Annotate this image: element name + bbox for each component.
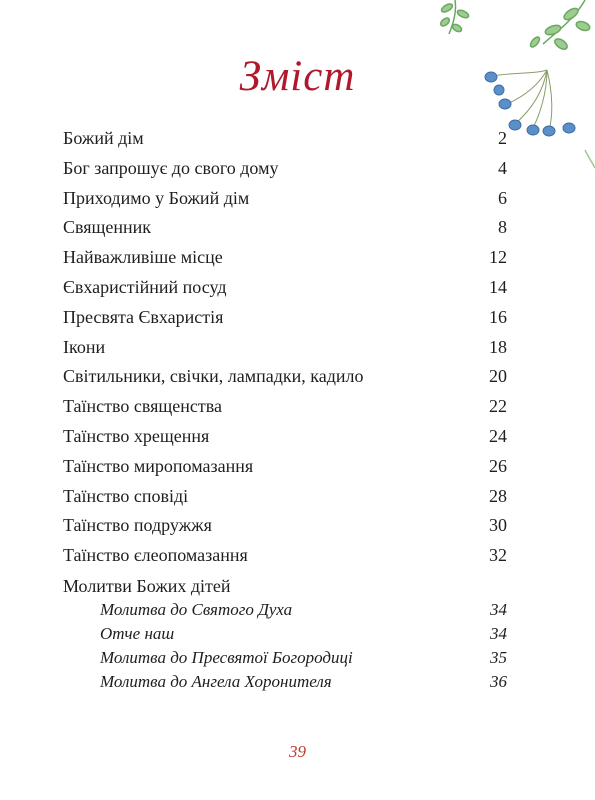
toc-entry-title: Ікони bbox=[63, 336, 106, 357]
page-title: Зміст bbox=[239, 53, 356, 100]
toc-entry-title: Таїнство єлеопомазання bbox=[63, 545, 248, 566]
toc-entry[interactable] bbox=[63, 188, 507, 218]
toc-entry-page: 16 bbox=[489, 306, 507, 327]
toc-entry-title: Божий дім bbox=[63, 128, 144, 148]
toc-entry[interactable] bbox=[63, 128, 507, 158]
table-of-contents bbox=[63, 128, 507, 696]
toc-subentry-page: 36 bbox=[490, 671, 507, 691]
toc-subentry[interactable] bbox=[63, 624, 507, 648]
toc-subentry-title: Молитва до Пресвятої Богородиці bbox=[100, 647, 353, 667]
toc-entry[interactable] bbox=[63, 277, 507, 307]
toc-entry-title: Бог запрошує до свого дому bbox=[63, 157, 279, 178]
stem-curve bbox=[585, 150, 595, 168]
toc-entry[interactable] bbox=[63, 158, 507, 188]
toc-entry-title: Таїнство подружжя bbox=[63, 515, 212, 536]
toc-entry-page: 8 bbox=[498, 217, 507, 238]
toc-entry-page: 28 bbox=[489, 485, 507, 506]
toc-entry-page: 26 bbox=[489, 455, 507, 476]
toc-entry[interactable] bbox=[63, 307, 507, 337]
toc-entry-page: 24 bbox=[489, 425, 507, 446]
toc-subentry-title: Молитва до Святого Духа bbox=[100, 599, 293, 619]
toc-subentry-page: 34 bbox=[490, 623, 507, 643]
toc-entry-title: Таїнство миропомазання bbox=[63, 455, 254, 476]
leaf-sprig-left bbox=[439, 0, 469, 34]
toc-entry-title: Найважливіше місце bbox=[63, 247, 223, 268]
toc-entry[interactable] bbox=[63, 456, 507, 486]
toc-entry-title: Євхаристійний посуд bbox=[63, 276, 227, 297]
toc-entry-page: 6 bbox=[498, 187, 507, 208]
toc-subentry-page: 34 bbox=[490, 599, 507, 619]
toc-group-title: Молитви Божих дітей bbox=[63, 575, 231, 596]
toc-entry[interactable] bbox=[63, 396, 507, 426]
toc-entry-page: 18 bbox=[489, 336, 507, 357]
toc-subentry-title: Молитва до Ангела Хоронителя bbox=[100, 671, 332, 691]
toc-subentry[interactable] bbox=[63, 600, 507, 624]
toc-entry-title: Таїнство священства bbox=[63, 396, 223, 417]
toc-entry[interactable] bbox=[63, 515, 507, 545]
toc-entry-page: 32 bbox=[489, 545, 507, 566]
page-number: 39 bbox=[289, 742, 306, 761]
toc-entry-title: Пресвята Євхаристія bbox=[63, 306, 224, 327]
toc-entry-page: 14 bbox=[489, 276, 507, 297]
toc-subentry[interactable] bbox=[63, 648, 507, 672]
toc-subentry-page: 35 bbox=[490, 647, 507, 667]
toc-entry[interactable] bbox=[63, 247, 507, 277]
toc-entry[interactable] bbox=[63, 366, 507, 396]
toc-entry[interactable] bbox=[63, 337, 507, 367]
toc-entry-page: 2 bbox=[498, 128, 507, 148]
toc-entry[interactable] bbox=[63, 486, 507, 516]
toc-subentry[interactable] bbox=[63, 672, 507, 696]
toc-entry-page: 22 bbox=[489, 396, 507, 417]
toc-entry[interactable] bbox=[63, 217, 507, 247]
toc-entry-page: 4 bbox=[498, 157, 507, 178]
toc-entry-page: 20 bbox=[489, 366, 507, 387]
toc-entry-title: Таїнство хрещення bbox=[63, 425, 210, 446]
leaf-sprig-right bbox=[529, 0, 591, 51]
toc-entry-title: Таїнство сповіді bbox=[63, 485, 189, 506]
toc-entry-title: Приходимо у Божий дім bbox=[63, 187, 250, 208]
toc-entry-title: Священник bbox=[63, 217, 152, 238]
toc-entry-page: 30 bbox=[489, 515, 507, 536]
toc-entry-page: 12 bbox=[489, 247, 507, 268]
toc-entry[interactable] bbox=[63, 545, 507, 575]
toc-entry-title: Світильники, свічки, лампадки, кадило bbox=[63, 366, 364, 387]
toc-subentry-title: Отче наш bbox=[100, 623, 175, 643]
toc-entry[interactable] bbox=[63, 426, 507, 456]
